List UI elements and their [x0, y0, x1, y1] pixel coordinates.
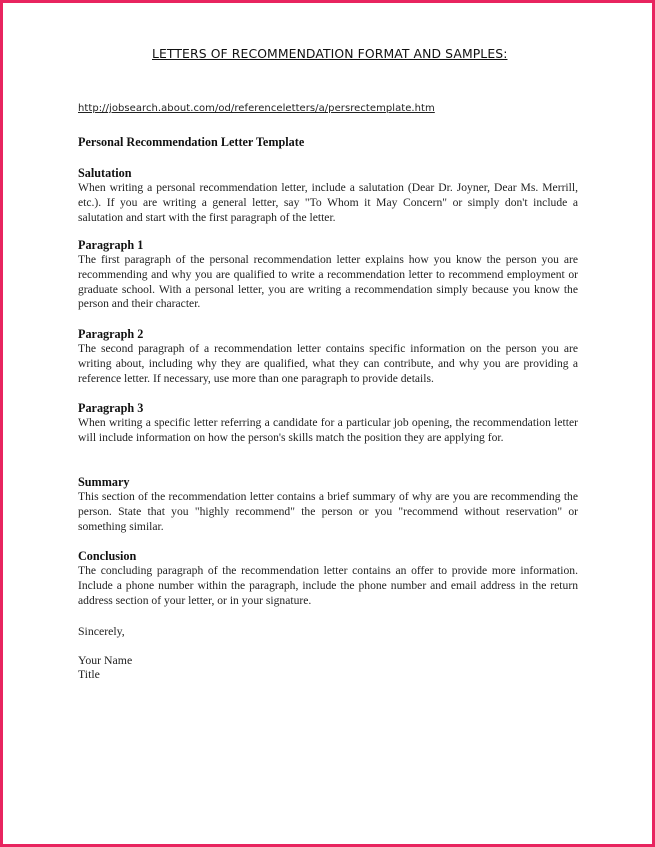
section-heading: Paragraph 3 — [78, 401, 144, 415]
section-summary — [78, 475, 578, 534]
template-title: Personal Recommendation Letter Template — [78, 135, 305, 149]
section-body: This section of the recommendation letter contains a brief summary of why are you are recommending the person. State that you "highly recommend" the person or you "recommend without reservation" or something similar. — [78, 490, 578, 533]
section-heading: Conclusion — [78, 549, 137, 563]
closing-salutation: Sincerely, — [78, 624, 125, 638]
section-paragraph-1 — [78, 238, 578, 312]
section-salutation — [78, 166, 578, 225]
section-heading: Paragraph 2 — [78, 327, 144, 341]
section-body: When writing a personal recommendation letter, include a salutation (Dear Dr. Joyner, Dear Ms. Merrill, etc.). If you are writing a general letter, say "To Whom it May Concern" or simply don't include a salutation and start with the first paragraph of the letter. — [78, 181, 578, 224]
section-body: When writing a specific letter referring a candidate for a particular job opening, the recommendation letter will include information on how the person's skills match the position they are applying for. — [78, 416, 578, 444]
section-heading: Summary — [78, 475, 130, 489]
source-url-link[interactable]: http://jobsearch.about.com/od/referenceletters/a/persrectemplate.htm — [78, 103, 435, 114]
signature-title: Title — [78, 667, 100, 681]
section-heading: Paragraph 1 — [78, 238, 144, 252]
section-heading: Salutation — [78, 166, 132, 180]
section-paragraph-2 — [78, 327, 578, 386]
section-body: The second paragraph of a recommendation letter contains specific information on the person you are writing about, including why they are qualified, what they can contribute, and why you are providing a reference letter. If necessary, use more than one paragraph to provide details. — [78, 342, 578, 385]
section-paragraph-3 — [78, 401, 578, 446]
section-body: The concluding paragraph of the recommendation letter contains an offer to provide more information. Include a phone number within the paragraph, include the phone number and email address in the return address section of your letter, or in your signature. — [78, 564, 578, 607]
section-body: The first paragraph of the personal recommendation letter explains how you know the person you are recommending and why you are qualified to write a recommendation letter to recommend employment or graduate school. With a personal letter, you are writing a recommendation simply because you know the person and their character. — [78, 253, 578, 311]
section-conclusion — [78, 549, 578, 608]
signature-name: Your Name — [78, 653, 133, 667]
document-title: LETTERS OF RECOMMENDATION FORMAT AND SAMPLES: — [152, 46, 508, 61]
